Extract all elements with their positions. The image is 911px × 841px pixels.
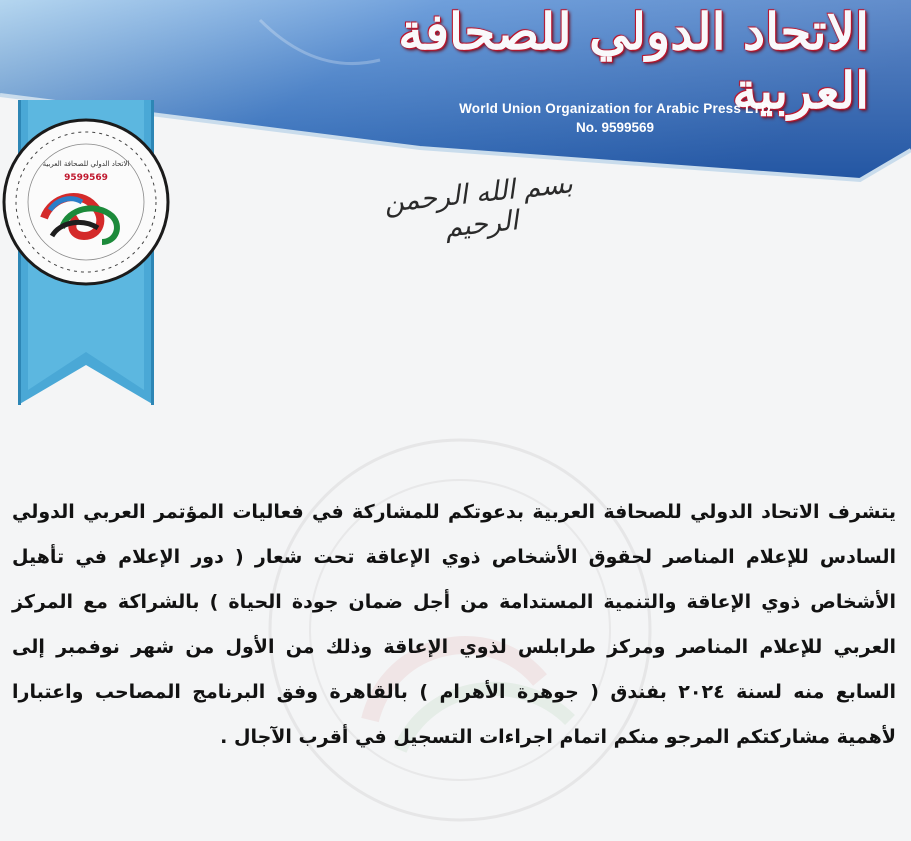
- org-title-english: World Union Organization for Arabic Press LTD: [459, 101, 771, 116]
- invitation-paragraph: يتشرف الاتحاد الدولي للصحافة العربية بدعوتكم للمشاركة في فعاليات المؤتمر العربي الدولي السادس للإعلام المناصر لحقوق الأشخاص ذوي الإعاقة تحت شعار ( دور الإعلام في تأهيل الأشخاص ذوي الإعاقة والتنمية المستدامة من أجل ضمان جودة الحياة ) بالشراكة مع المركز العربي للإعلام المناصر ومركز طرابلس لذوي الإعاقة وذلك من الأول من شهر نوفمبر إلى السابع منه لسنة ٢٠٢٤ بفندق ( جوهرة الأهرام ) بالقاهرة وفق البرنامج المصاحب واعتبارا لأهمية مشاركتكم المرجو منكم اتمام اجراءات التسجيل في أقرب الآجال .: [12, 501, 896, 748]
- seal-caption: الاتحاد الدولي للصحافة العربية: [42, 160, 130, 168]
- basmala-calligraphy: بسم الله الرحمن الرحيم: [382, 168, 575, 244]
- organization-seal: [2, 118, 170, 286]
- seal-number: 9599569: [64, 173, 108, 183]
- org-title-arabic: الاتحاد الدولي للصحافة العربية: [398, 2, 869, 120]
- registration-number: No. 9599569: [575, 120, 655, 135]
